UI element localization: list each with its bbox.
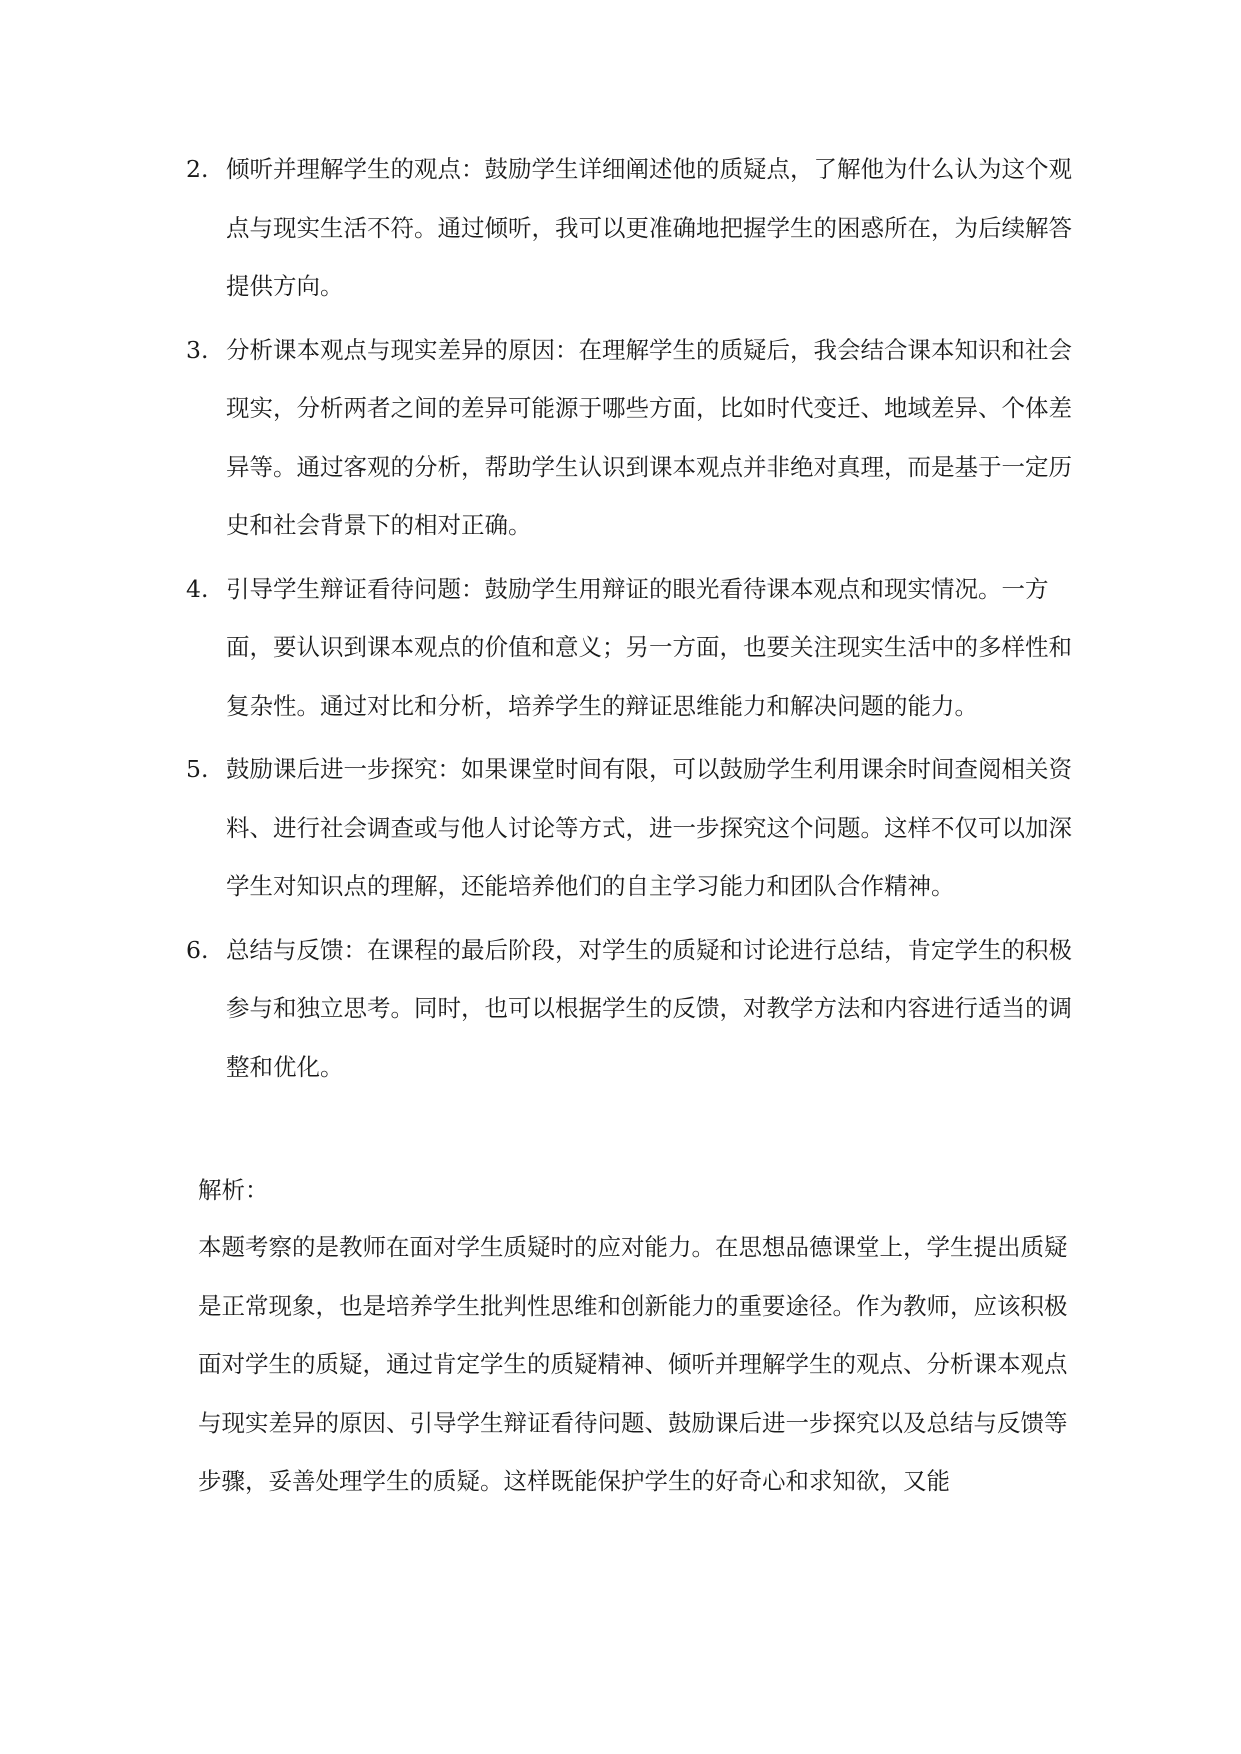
list-item-number: 4. [186,574,209,603]
list-item-number: 6. [186,935,209,964]
list-item [186,921,1086,1097]
analysis-body: 本题考察的是教师在面对学生质疑时的应对能力。在思想品德课堂上，学生提出质疑是正常现象，也是培养学生批判性思维和创新能力的重要途径。作为教师，应该积极面对学生的质疑，通过肯定学生的质疑精神、倾听并理解学生的观点、分析课本观点与现实差异的原因、引导学生辩证看待问题、鼓励课后进一步探究以及总结与反馈等步骤，妥善处理学生的质疑。这样既能保护学生的好奇心和求知欲，又能 [198,1233,1068,1495]
list-item-number: 2. [186,155,209,183]
list-item-text: 分析课本观点与现实差异的原因：在理解学生的质疑后，我会结合课本知识和社会现实，分析两者之间的差异可能源于哪些方面，比如时代变迁、地域差异、个体差异等。通过客观的分析，帮助学生认识到课本观点并非绝对真理，而是基于一定历史和社会背景下的相对正确。 [226,335,1072,539]
analysis-section [198,1170,1086,1511]
list-item [186,560,1086,736]
list-item-text: 鼓励课后进一步探究：如果课堂时间有限，可以鼓励学生利用课余时间查阅相关资料、进行社会调查或与他人讨论等方式，进一步探究这个问题。这样不仅可以加深学生对知识点的理解，还能培养他们的自主学习能力和团队合作精神。 [226,755,1072,900]
list-item [186,740,1086,916]
list-item-text: 总结与反馈：在课程的最后阶段，对学生的质疑和讨论进行总结，肯定学生的积极参与和独立思考。同时，也可以根据学生的反馈，对教学方法和内容进行适当的调整和优化。 [226,935,1072,1081]
analysis-label: 解析： [198,1176,269,1204]
list-item [186,321,1086,555]
list-item-text: 倾听并理解学生的观点：鼓励学生详细阐述他的质疑点，了解他为什么认为这个观点与现实生活不符。通过倾听，我可以更准确地把握学生的困惑所在，为后续解答提供方向。 [226,155,1072,300]
list-item-number: 5. [186,755,209,783]
list-item-number: 3. [186,335,209,364]
list-item [186,140,1086,316]
answer-step-list [186,140,1086,1101]
list-item-text: 引导学生辩证看待问题：鼓励学生用辩证的眼光看待课本观点和现实情况。一方面，要认识到课本观点的价值和意义；另一方面，也要关注现实生活中的多样性和复杂性。通过对比和分析，培养学生的辩证思维能力和解决问题的能力。 [226,574,1072,720]
